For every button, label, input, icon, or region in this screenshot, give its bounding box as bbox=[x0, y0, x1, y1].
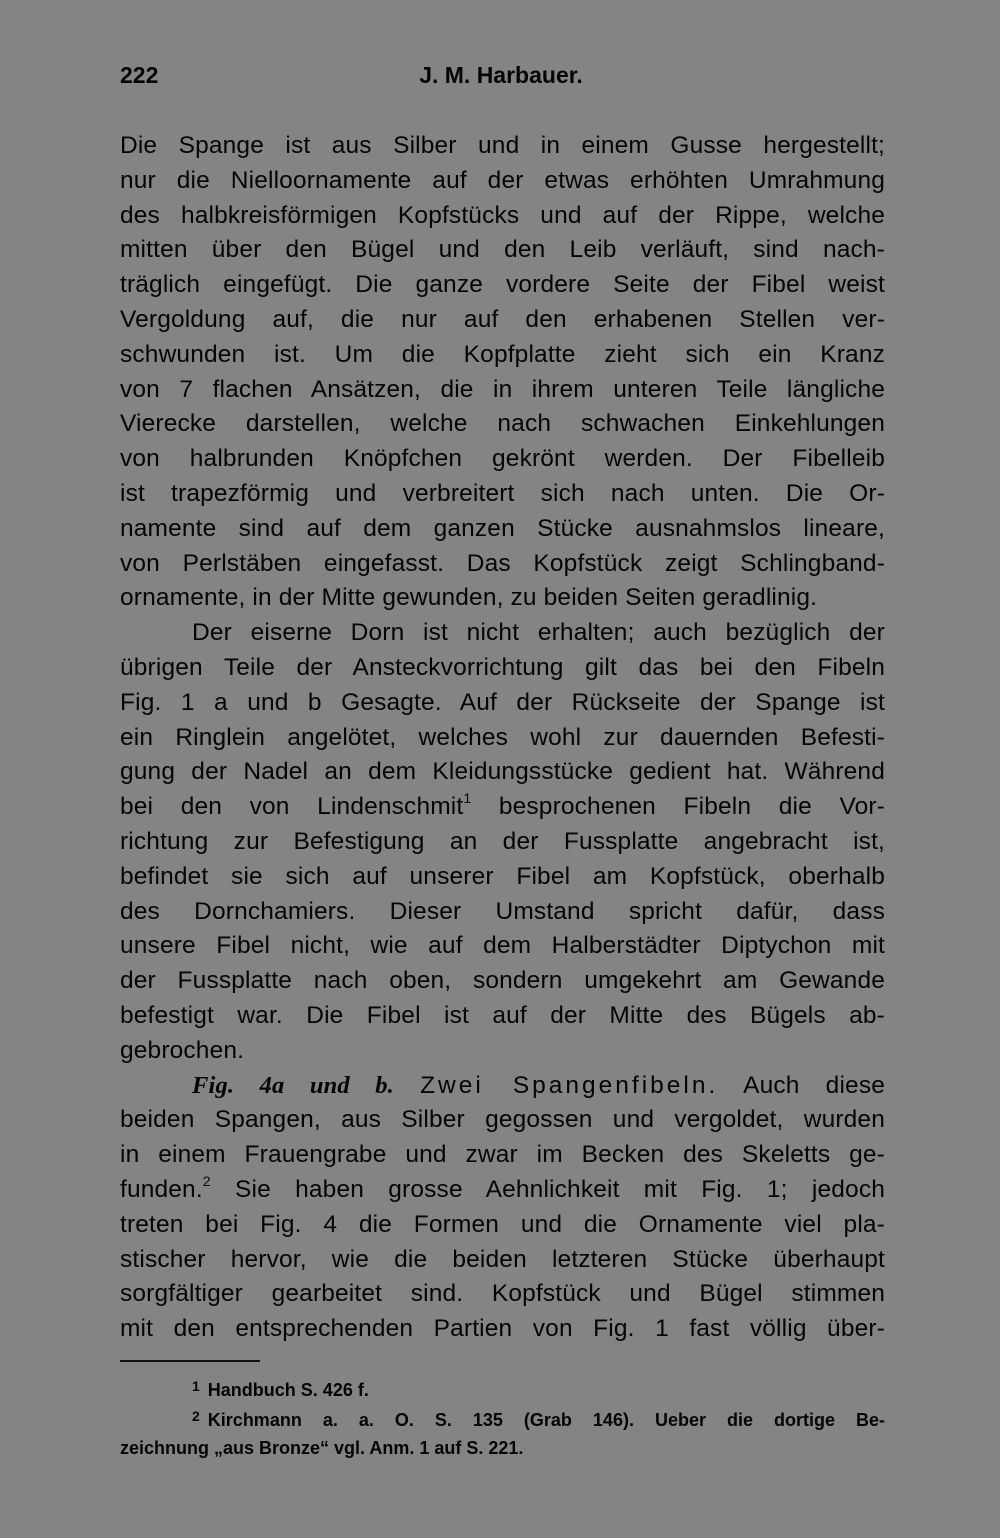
line-text: von halbrunden Knöpfchen gekrönt werden. Der Fibelleib bbox=[120, 445, 885, 473]
line-text: von Perlstäben eingefasst. Das Kopfstück zeigt Schlingband- bbox=[120, 549, 885, 577]
line-text: Vierecke darstellen, welche nach schwachen Einkehlungen bbox=[120, 410, 885, 438]
line-text: mitten über den Bügel und den Leib verläuft, sind nach- bbox=[120, 236, 885, 264]
figure-reference: Fig. 4a und b. bbox=[192, 1071, 394, 1099]
line-text: stischer hervor, wie die beiden letzteren Stücke überhaupt bbox=[120, 1245, 885, 1273]
text-line bbox=[120, 442, 885, 476]
page-number: 222 bbox=[120, 62, 159, 88]
running-head: J. M. Harbauer. bbox=[419, 62, 583, 88]
text-line bbox=[120, 407, 885, 441]
text-line bbox=[120, 651, 885, 685]
footnote-reference: 2 bbox=[202, 1172, 211, 1189]
line-text: des halbkreisförmigen Kopfstücks und auf der Rippe, welche bbox=[120, 201, 885, 229]
text-line bbox=[120, 477, 885, 511]
text-line bbox=[120, 895, 885, 929]
footnote-marker: 1 bbox=[192, 1378, 200, 1394]
line-text: unsere Fibel nicht, wie auf dem Halberstädter Diptychon mit bbox=[120, 932, 885, 960]
text-line bbox=[120, 1138, 885, 1172]
line-text: gebrochen. bbox=[120, 1036, 245, 1064]
line-text: schwunden ist. Um die Kopfplatte zieht sich ein Kranz bbox=[120, 340, 885, 368]
line-text: ornamente, in der Mitte gewunden, zu beiden Seiten geradlinig. bbox=[120, 584, 818, 612]
text-line bbox=[120, 1173, 885, 1207]
line-text: in einem Frauengrabe und zwar im Becken des Skeletts ge- bbox=[120, 1141, 885, 1169]
footnote-reference: 1 bbox=[463, 790, 472, 807]
line-text: funden. bbox=[120, 1176, 203, 1203]
section-heading-spaced: Zwei Spangenfibeln. bbox=[420, 1071, 719, 1099]
line-text: nur die Nielloornamente auf der etwas erhöhten Umrahmung bbox=[120, 166, 885, 194]
text-line bbox=[192, 1069, 885, 1103]
text-line bbox=[120, 686, 885, 720]
line-text: des Dornchamiers. Dieser Umstand spricht dafür, dass bbox=[120, 897, 885, 925]
line-text-continued: besprochenen Fibeln die Vor- bbox=[471, 793, 885, 821]
line-text: träglich eingefügt. Die ganze vordere Seite der Fibel weist bbox=[120, 271, 885, 299]
footnote-2-continuation: zeichnung „aus Bronze“ vgl. Anm. 1 auf S. 221. bbox=[120, 1438, 524, 1458]
line-text: ein Ringlein angelötet, welches wohl zur dauernden Befesti- bbox=[120, 723, 885, 751]
text-line bbox=[120, 790, 885, 824]
text-line bbox=[120, 755, 885, 789]
text-line bbox=[120, 1277, 885, 1311]
text-line bbox=[120, 338, 885, 372]
text-line bbox=[120, 581, 885, 615]
text-line bbox=[120, 825, 885, 859]
text-line bbox=[120, 268, 885, 302]
text-line bbox=[120, 929, 885, 963]
footnote-marker: 2 bbox=[192, 1408, 200, 1424]
line-text: Vergoldung auf, die nur auf den erhabenen Stellen ver- bbox=[120, 306, 885, 333]
text-line bbox=[120, 1243, 885, 1277]
footnote-rule bbox=[120, 1360, 260, 1362]
line-text: übrigen Teile der Ansteckvorrichtung gilt das bei den Fibeln bbox=[120, 654, 885, 681]
line-text-continued: Auch diese bbox=[718, 1071, 885, 1099]
line-text: von 7 flachen Ansätzen, die in ihrem unteren Teile längliche bbox=[120, 375, 885, 403]
footnote-2 bbox=[192, 1406, 885, 1434]
line-text: Fig. 1 a und b Gesagte. Auf der Rückseite der Spange ist bbox=[120, 688, 885, 716]
text-line bbox=[120, 233, 885, 267]
line-text-continued: Sie haben grosse Aehnlichkeit mit Fig. 1; jedoch bbox=[210, 1176, 885, 1203]
footnote-text: Kirchmann a. a. O. S. 135 (Grab 146). Ueber die dortige Be- bbox=[207, 1410, 885, 1430]
text-line bbox=[120, 373, 885, 407]
footnote-text: Handbuch S. 426 f. bbox=[207, 1380, 369, 1400]
line-text: beiden Spangen, aus Silber gegossen und vergoldet, wurden bbox=[120, 1106, 885, 1134]
text-line bbox=[120, 129, 885, 163]
line-text: Die Spange ist aus Silber und in einem Gusse hergestellt; bbox=[120, 132, 885, 159]
page-header bbox=[120, 62, 882, 94]
line-text: ist trapezförmig und verbreitert sich nach unten. Die Or- bbox=[120, 480, 885, 507]
line-text: der Fussplatte nach oben, sondern umgekehrt am Gewande bbox=[120, 967, 885, 995]
text-line bbox=[120, 1312, 885, 1346]
text-line bbox=[120, 512, 885, 546]
text-line bbox=[120, 164, 885, 198]
line-text: mit den entsprechenden Partien von Fig. 1 fast völlig über- bbox=[120, 1315, 885, 1343]
line-text: richtung zur Befestigung an der Fussplatte angebracht ist, bbox=[120, 828, 885, 855]
text-line bbox=[120, 1034, 885, 1068]
text-line bbox=[192, 616, 885, 650]
line-text: bei den von Lindenschmit bbox=[120, 793, 464, 821]
line-text: namente sind auf dem ganzen Stücke ausnahmslos lineare, bbox=[120, 514, 885, 542]
line-text: befestigt war. Die Fibel ist auf der Mitte des Bügels ab- bbox=[120, 1002, 885, 1029]
text-line bbox=[120, 860, 885, 894]
text-line bbox=[120, 964, 885, 998]
text-line bbox=[120, 999, 885, 1033]
line-text: gung der Nadel an dem Kleidungsstücke gedient hat. Während bbox=[120, 758, 885, 786]
text-line bbox=[120, 721, 885, 755]
text-line bbox=[120, 547, 885, 581]
line-text: befindet sie sich auf unserer Fibel am Kopfstück, oberhalb bbox=[120, 862, 885, 890]
line-text: Der eiserne Dorn ist nicht erhalten; auch bezüglich der bbox=[192, 619, 885, 647]
text-line bbox=[120, 199, 885, 233]
footnote-1 bbox=[192, 1376, 885, 1404]
text-line bbox=[120, 1208, 885, 1242]
line-text: treten bei Fig. 4 die Formen und die Ornamente viel pla- bbox=[120, 1210, 885, 1238]
text-line bbox=[120, 1103, 885, 1137]
line-text: sorgfältiger gearbeitet sind. Kopfstück und Bügel stimmen bbox=[120, 1280, 885, 1308]
text-line bbox=[120, 303, 885, 337]
